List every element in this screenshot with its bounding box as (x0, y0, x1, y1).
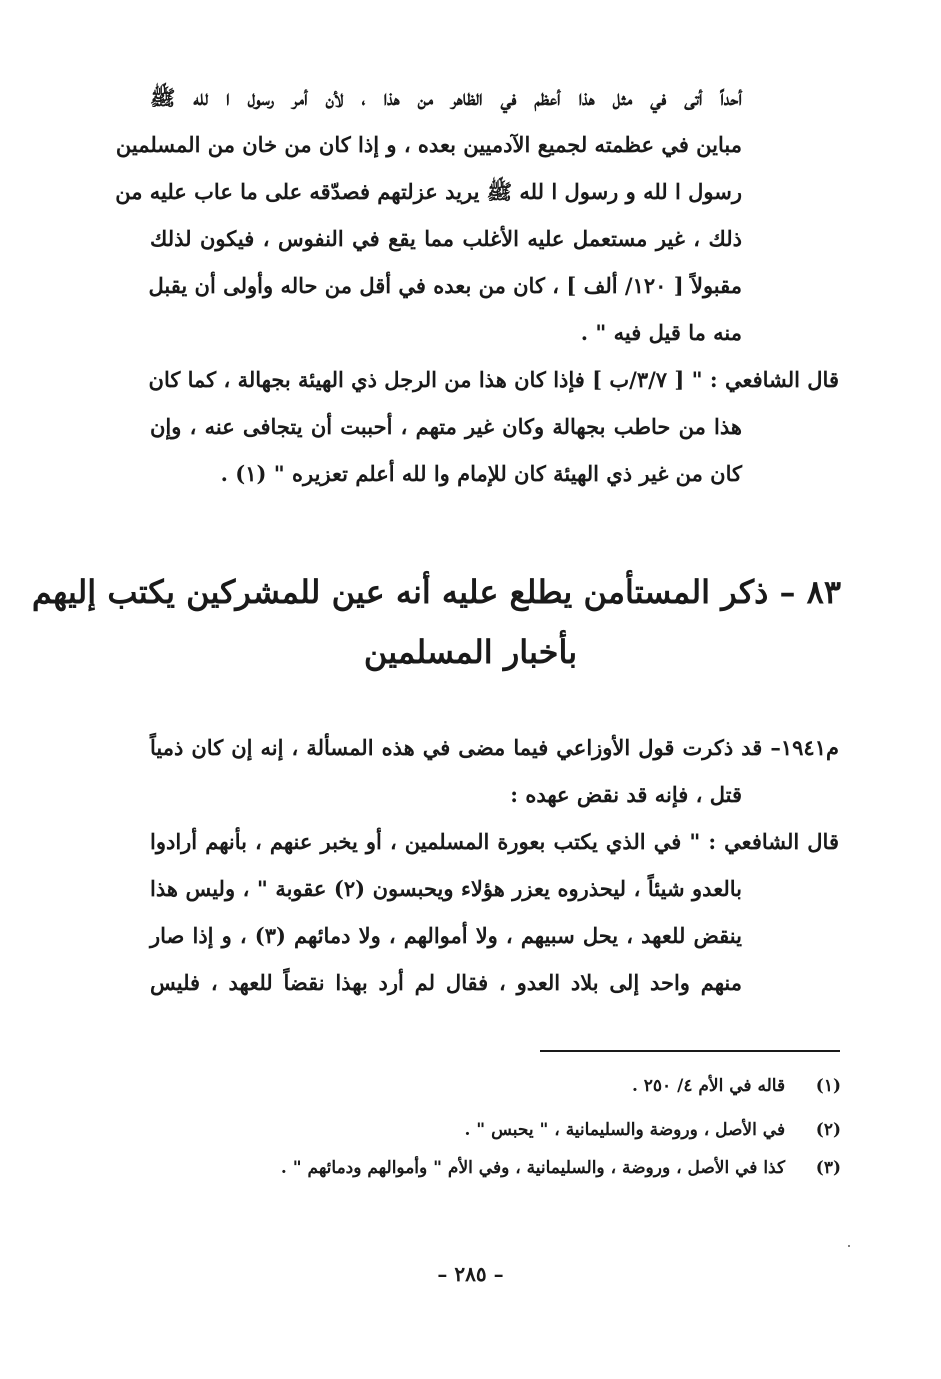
footnote-number: (٣) (815, 1158, 841, 1178)
text-line: قال الشافعي : " [ ٣/٧/ب ] فإذا كان هذا من الرجل ذي الهيئة بجهالة ، كما كان (148, 367, 839, 392)
text-line: ينقض للعهد ، يحل سبيهم ، ولا أموالهم ، ولا دمائهم (٣) ، و إذا صار (150, 923, 742, 948)
footnote-separator (540, 1050, 840, 1052)
text-line: مقبولاً [ ١٢٠/ ألف ] ، كان من بعده في أقل من حاله وأولى أن يقبل (148, 273, 742, 298)
footnote-number: (١) (815, 1076, 841, 1096)
footnote-text: كذا في الأصل ، وروضة ، والسليمانية ، وفي الأم " وأموالهم ودمائهم " . (280, 1158, 786, 1178)
text-line: مباين في عظمته لجميع الآدميين بعده ، و إذا كان من خان من المسلمين (115, 132, 742, 157)
footnote-text: قاله في الأم ٤/ ٢٥٠ . (631, 1076, 786, 1096)
footnote-3 (281, 1155, 841, 1181)
footnote-1 (632, 1073, 841, 1099)
text-line: ذلك ، غير مستعمل عليه الأغلب مما يقع في النفوس ، فيكون لذلك (150, 226, 742, 251)
text-line: كان من غير ذي الهيئة كان للإمام وا لله أعلم تعزيره " (١) . (220, 461, 742, 486)
text-line: قال الشافعي : " في الذي يكتب بعورة المسلمين ، أو يخبر عنهم ، بأنهم أرادوا (150, 829, 839, 854)
section-heading-line-1: ٨٣ – ذكر المستأمن يطلع عليه أنه عين للمشركين يكتب إليهم (31, 573, 841, 611)
scan-speck (848, 1245, 850, 1247)
text-line: أحداً أتى في مثل هذا أعظم في الظاهر من هذا ، لأن أمر رسول ا لله ﷺ (150, 85, 742, 110)
footnote-2 (464, 1117, 841, 1143)
text-line: قتل ، فإنه قد نقض عهده : (510, 782, 742, 807)
footnote-number: (٢) (815, 1120, 841, 1140)
footnote-text: في الأصل ، وروضة والسليمانية ، " يحبس " . (464, 1120, 786, 1140)
text-line: م١٩٤١– قد ذكرت قول الأوزاعي فيما مضى في هذه المسألة ، إنه إن كان ذمياً (150, 735, 839, 760)
text-line: منه ما قيل فيه " . (580, 320, 742, 345)
text-line: رسول ا لله و رسول ا لله ﷺ يريد عزلتهم فصدّقه على ما عاب عليه من (115, 179, 742, 204)
text-line: منهم واحد إلى بلاد العدو ، فقال لم أرد بهذا نقضاً للعهد ، فليس (150, 970, 742, 995)
page-number: – ٢٨٥ – (437, 1262, 504, 1286)
text-line: هذا من حاطب بجهالة وكان غير متهم ، أحببت أن يتجافى عنه ، وإن (150, 414, 742, 439)
text-line: بالعدو شيئاً ، ليحذروه يعزر هؤلاء ويحبسون (٢) عقوبة " ، وليس هذا (150, 876, 742, 901)
section-heading-line-2: بأخبار المسلمين (363, 633, 578, 671)
